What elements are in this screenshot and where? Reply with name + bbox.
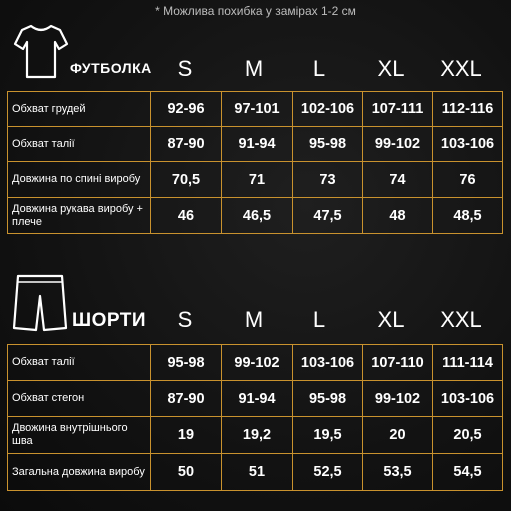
tshirt-icon (12, 22, 70, 82)
table-cell: 20,5 (433, 417, 503, 454)
table-row (8, 127, 503, 162)
table-cell: 107-110 (363, 345, 433, 381)
table-cell: 52,5 (293, 454, 363, 491)
table-cell: 76 (433, 162, 503, 198)
table-cell: 92-96 (151, 92, 222, 127)
table-cell: 111-114 (433, 345, 503, 381)
row-label: Загальна довжина виробу (8, 454, 151, 491)
table-cell: 48 (363, 198, 433, 234)
table-cell: 103-106 (433, 127, 503, 162)
shirt-size-s: S (177, 56, 193, 81)
shirt-size-xl: XL (377, 56, 405, 81)
shorts-size-xxl: XXL (440, 307, 482, 332)
row-label: Двожина внутрішнього шва (8, 417, 151, 454)
shirt-size-l: L (312, 56, 326, 81)
table-cell: 46 (151, 198, 222, 234)
shirt-size-table (7, 91, 503, 234)
shorts-size-table (7, 344, 503, 491)
table-cell: 19,2 (222, 417, 293, 454)
shorts-size-xl: XL (377, 307, 405, 332)
table-cell: 103-106 (433, 381, 503, 417)
table-cell: 47,5 (293, 198, 363, 234)
row-label: Довжина по спині виробу (8, 162, 151, 198)
shorts-title: ШОРТИ (72, 310, 147, 331)
table-cell: 99-102 (363, 381, 433, 417)
table-cell: 71 (222, 162, 293, 198)
shorts-icon (12, 272, 68, 334)
table-cell: 97-101 (222, 92, 293, 127)
table-cell: 74 (363, 162, 433, 198)
table-row (8, 162, 503, 198)
table-cell: 19 (151, 417, 222, 454)
table-cell: 70,5 (151, 162, 222, 198)
table-row (8, 417, 503, 454)
table-cell: 51 (222, 454, 293, 491)
measurement-note: * Можлива похибка у замірах 1-2 см (155, 4, 356, 18)
table-cell: 95-98 (151, 345, 222, 381)
table-cell: 54,5 (433, 454, 503, 491)
table-row (8, 198, 503, 234)
table-cell: 19,5 (293, 417, 363, 454)
table-cell: 99-102 (363, 127, 433, 162)
table-cell: 91-94 (222, 127, 293, 162)
table-cell: 73 (293, 162, 363, 198)
table-cell: 53,5 (363, 454, 433, 491)
table-row (8, 92, 503, 127)
shorts-size-l: L (312, 307, 326, 332)
table-cell: 112-116 (433, 92, 503, 127)
table-row (8, 454, 503, 491)
shorts-size-s: S (177, 307, 193, 332)
row-label: Обхват грудей (8, 92, 151, 127)
table-cell: 102-106 (293, 92, 363, 127)
row-label: Обхват талії (8, 127, 151, 162)
row-label: Обхват стегон (8, 381, 151, 417)
row-label: Обхват талії (8, 345, 151, 381)
table-cell: 46,5 (222, 198, 293, 234)
table-row (8, 381, 503, 417)
table-cell: 99-102 (222, 345, 293, 381)
row-label: Довжина рукава виробу + плече (8, 198, 151, 234)
table-cell: 91-94 (222, 381, 293, 417)
table-cell: 103-106 (293, 345, 363, 381)
table-cell: 107-111 (363, 92, 433, 127)
table-cell: 20 (363, 417, 433, 454)
shirt-title: ФУТБОЛКА (70, 60, 152, 76)
table-cell: 95-98 (293, 381, 363, 417)
table-cell: 95-98 (293, 127, 363, 162)
table-cell: 48,5 (433, 198, 503, 234)
table-cell: 87-90 (151, 381, 222, 417)
table-cell: 87-90 (151, 127, 222, 162)
shirt-size-m: M (244, 56, 264, 81)
table-cell: 50 (151, 454, 222, 491)
table-row (8, 345, 503, 381)
shorts-size-m: M (244, 307, 264, 332)
shirt-size-xxl: XXL (440, 56, 482, 81)
